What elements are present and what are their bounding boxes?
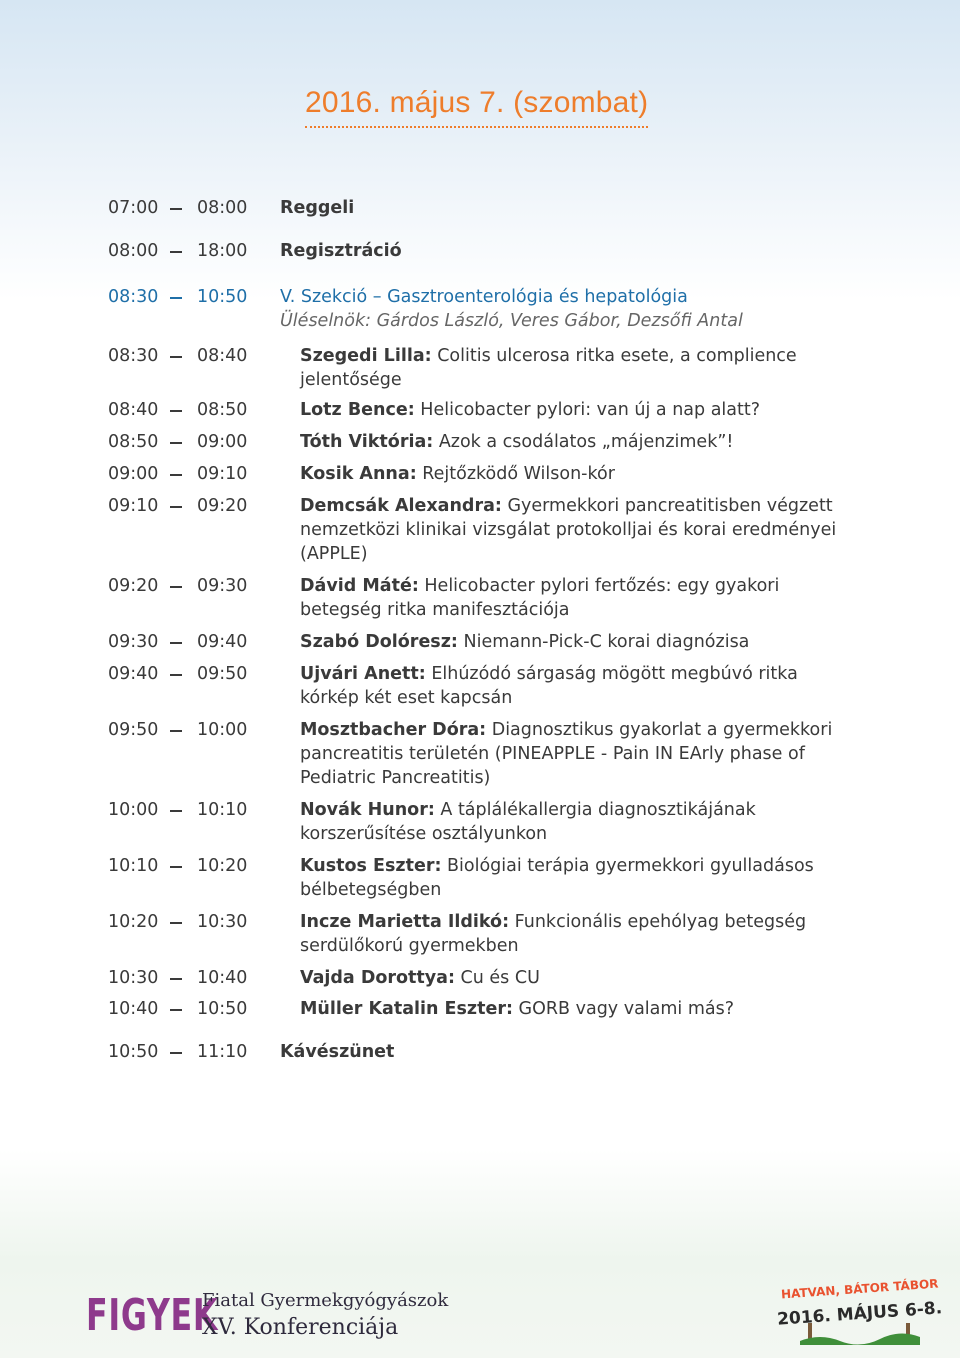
talk-text — [300, 910, 860, 958]
speaker-name: Demcsák Alexandra: — [300, 496, 502, 516]
speaker-name: Novák Hunor: — [300, 800, 435, 820]
start-time: 08:00 — [108, 241, 159, 261]
talk-text — [300, 430, 860, 454]
dash — [170, 978, 182, 980]
end-time: 09:00 — [197, 432, 248, 452]
dash — [170, 730, 182, 732]
end-time: 09:20 — [197, 496, 248, 516]
dash — [170, 356, 182, 358]
start-time: 09:40 — [108, 664, 159, 684]
talk-text — [300, 344, 860, 392]
speaker-name: Kustos Eszter: — [300, 856, 442, 876]
start-time: 09:30 — [108, 632, 159, 652]
talk-text — [300, 798, 860, 846]
section-title: V. Szekció – Gasztroenterológia és hepatológia — [280, 287, 688, 307]
talk-title: Cu és CU — [454, 968, 540, 988]
speaker-name: Vajda Dorottya: — [300, 968, 455, 988]
speaker-name: Szabó Dolóresz: — [300, 632, 458, 652]
start-time: 10:40 — [108, 999, 159, 1019]
start-time: 10:10 — [108, 856, 159, 876]
talk-text — [300, 854, 860, 902]
end-time: 08:40 — [197, 346, 248, 366]
event-label: Reggeli — [280, 198, 355, 218]
talk-text — [300, 462, 860, 486]
section-chairs: Üléselnök: Gárdos László, Veres Gábor, Dezsőfi Antal — [280, 311, 743, 331]
talk-text — [300, 662, 860, 710]
talk-title: Azok a csodálatos „májenzimek”! — [433, 432, 734, 452]
dash — [170, 674, 182, 676]
end-time: 09:30 — [197, 576, 248, 596]
talk-text — [300, 630, 860, 654]
talk-title: Helicobacter pylori: van új a nap alatt? — [414, 400, 761, 420]
talk-text — [300, 574, 860, 622]
dash — [170, 442, 182, 444]
dash — [170, 251, 182, 253]
speaker-name: Lotz Bence: — [300, 400, 415, 420]
talk-title: Colitis ulcerosa ritka esete, a complience jelentősége — [300, 346, 797, 390]
end-time: 09:50 — [197, 664, 248, 684]
talk-title: Rejtőzködő Wilson-kór — [416, 464, 615, 484]
figyek-logo: FIGYEK — [86, 1290, 219, 1341]
speaker-name: Dávid Máté: — [300, 576, 419, 596]
end-time: 10:30 — [197, 912, 248, 932]
dash — [170, 1009, 182, 1011]
speaker-name: Mosztbacher Dóra: — [300, 720, 487, 740]
end-time: 10:20 — [197, 856, 248, 876]
dash — [170, 810, 182, 812]
start-time: 09:50 — [108, 720, 159, 740]
dash — [170, 586, 182, 588]
end-time: 10:50 — [197, 287, 248, 307]
talk-title: Elhúzódó sárgaság mögött megbúvó ritka kórkép két eset kapcsán — [300, 664, 798, 708]
start-time: 08:30 — [108, 346, 159, 366]
talk-title: Niemann-Pick-C korai diagnózisa — [457, 632, 750, 652]
badge-line1: HATVAN, BÁTOR TÁBOR — [780, 1276, 939, 1302]
dash — [170, 297, 182, 299]
page-title: 2016. május 7. (szombat) — [305, 86, 648, 128]
end-time: 18:00 — [197, 241, 248, 261]
speaker-name: Tóth Viktória: — [300, 432, 434, 452]
talk-text — [300, 494, 860, 566]
dash — [170, 410, 182, 412]
start-time: 08:50 — [108, 432, 159, 452]
end-time: 11:10 — [197, 1042, 248, 1062]
end-time: 08:50 — [197, 400, 248, 420]
start-time: 10:50 — [108, 1042, 159, 1062]
talk-text — [300, 398, 860, 422]
dash — [170, 866, 182, 868]
dash — [170, 474, 182, 476]
conference-line2: XV. Konferenciája — [202, 1315, 399, 1340]
speaker-name: Incze Marietta Ildikó: — [300, 912, 510, 932]
dash — [170, 1052, 182, 1054]
start-time: 07:00 — [108, 198, 159, 218]
talk-text — [300, 966, 860, 990]
talk-title: Diagnosztikus gyakorlat a gyermekkori pancreatitis területén (PINEAPPLE - Pain IN EArly phase of Pediatric Pancreatitis) — [300, 720, 833, 788]
start-time: 08:40 — [108, 400, 159, 420]
badge-line2: 2016. MÁJUS 6-8. — [776, 1298, 943, 1330]
conference-name — [202, 1290, 448, 1340]
talk-title: Helicobacter pylori fertőzés: egy gyakori betegség ritka manifesztációja — [300, 576, 780, 620]
end-time: 10:50 — [197, 999, 248, 1019]
dash — [170, 922, 182, 924]
start-time: 10:30 — [108, 968, 159, 988]
end-time: 09:10 — [197, 464, 248, 484]
event-label: Regisztráció — [280, 241, 402, 261]
dash — [170, 208, 182, 210]
start-time: 10:20 — [108, 912, 159, 932]
end-time: 09:40 — [197, 632, 248, 652]
dash — [170, 642, 182, 644]
start-time: 09:20 — [108, 576, 159, 596]
speaker-name: Kosik Anna: — [300, 464, 417, 484]
end-time: 10:10 — [197, 800, 248, 820]
end-time: 08:00 — [197, 198, 248, 218]
talk-title: A táplálékallergia diagnosztikájának korszerűsítése osztályunkon — [300, 800, 756, 844]
talk-text — [300, 718, 860, 790]
speaker-name: Ujvári Anett: — [300, 664, 426, 684]
start-time: 09:00 — [108, 464, 159, 484]
start-time: 08:30 — [108, 287, 159, 307]
talk-title: Biológiai terápia gyermekkori gyulladásos bélbetegségben — [300, 856, 814, 900]
section-block — [280, 285, 900, 333]
start-time: 09:10 — [108, 496, 159, 516]
end-time: 10:40 — [197, 968, 248, 988]
dash — [170, 506, 182, 508]
bator-tabor-badge — [776, 1275, 943, 1345]
talk-title: Funkcionális epehólyag betegség serdülőkorú gyermekben — [300, 912, 807, 956]
talk-text — [300, 997, 860, 1021]
talk-title: Gyermekkori pancreatitisben végzett nemzetközi klinikai vizsgálat protokolljai és korai eredményei (APPLE) — [300, 496, 837, 564]
conference-line1: Fiatal Gyermekgyógyászok — [202, 1290, 449, 1311]
start-time: 10:00 — [108, 800, 159, 820]
speaker-name: Szegedi Lilla: — [300, 346, 432, 366]
event-label: Kávészünet — [280, 1042, 395, 1062]
speaker-name: Müller Katalin Eszter: — [300, 999, 513, 1019]
talk-title: GORB vagy valami más? — [512, 999, 735, 1019]
end-time: 10:00 — [197, 720, 248, 740]
